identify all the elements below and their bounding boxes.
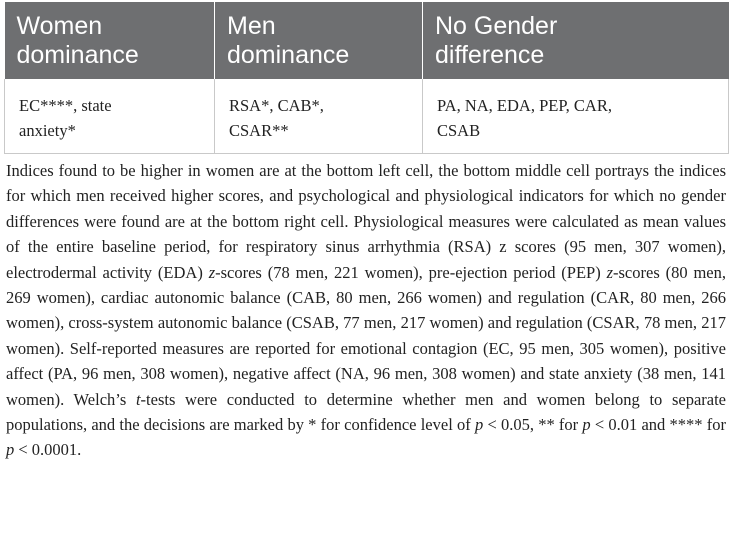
footnote-italic: p xyxy=(6,440,15,460)
footnote-italic: p xyxy=(582,415,591,435)
header-no-gender-difference xyxy=(423,2,729,79)
footnote-italic: z xyxy=(208,262,216,282)
footnote-text: Indices found to be higher in women are at the bottom left cell, the bottom middle cell portrays the indices for which men received higher scores, and psychological and physiological indicators for which no gender differences were found are at the bottom right cell. Physiological measures were calculated as mean values of the entire baseline period, for respiratory sinus arrhythmia (RSA) z scores (95 men, 307 women), electrodermal activity (EDA) xyxy=(6,161,726,282)
cell-line: EC****, state xyxy=(19,96,112,115)
footnote-text: < 0.05, ** for xyxy=(483,415,583,435)
header-men-dominance xyxy=(215,2,423,79)
cell-men-indices xyxy=(215,79,423,154)
footnote-italic: p xyxy=(474,415,484,435)
footnote-text: -scores (80 men, 269 women), cardiac autonomic balance (CAB, 80 men, 266 women) and regulation (CAR, 80 men, 266 women), cross-system autonomic balance (CSAB, 77 men, 217 women) and regulation (CSAR, 78 men, 217 women). Self-reported measures are reported for emotional contagion (EC, 95 men, 305 women), positive affect (PA, 96 men, 308 women), negative affect (NA, 96 men, 308 women) and state anxiety (38 men, 141 women). Welch’s xyxy=(6,262,727,409)
footnote-text: -scores (78 men, 221 women), pre-ejection period (PEP) xyxy=(215,262,607,282)
cell-line: CSAR** xyxy=(229,121,289,140)
header-line: No Gender xyxy=(435,12,558,40)
cell-no-difference-indices xyxy=(423,79,729,154)
footnote-italic: t xyxy=(135,389,141,409)
table-header-row xyxy=(5,2,729,79)
header-line: Women xyxy=(16,12,103,40)
header-line: dominance xyxy=(16,41,139,69)
cell-line: CSAB xyxy=(437,121,481,140)
table-figure xyxy=(4,2,728,463)
header-line: difference xyxy=(435,41,545,69)
cell-line: RSA*, CAB*, xyxy=(229,96,324,115)
header-line: Men xyxy=(227,12,276,40)
footnote-italic: z xyxy=(606,262,614,282)
table-footnote xyxy=(4,158,728,463)
footnote-text: < 0.01 and **** for xyxy=(590,415,726,435)
footnote-text: < 0.0001. xyxy=(14,440,82,460)
header-women-dominance xyxy=(5,2,215,79)
footnote-text: -tests were conducted to determine whether men and women belong to separate populations, and the decisions are marked by * for confidence level of xyxy=(6,389,726,435)
header-line: dominance xyxy=(227,41,350,69)
cell-women-indices xyxy=(5,79,215,154)
table-row xyxy=(5,79,729,154)
cell-line: anxiety* xyxy=(19,121,76,140)
gender-dominance-table xyxy=(4,2,729,154)
cell-line: PA, NA, EDA, PEP, CAR, xyxy=(437,96,612,115)
